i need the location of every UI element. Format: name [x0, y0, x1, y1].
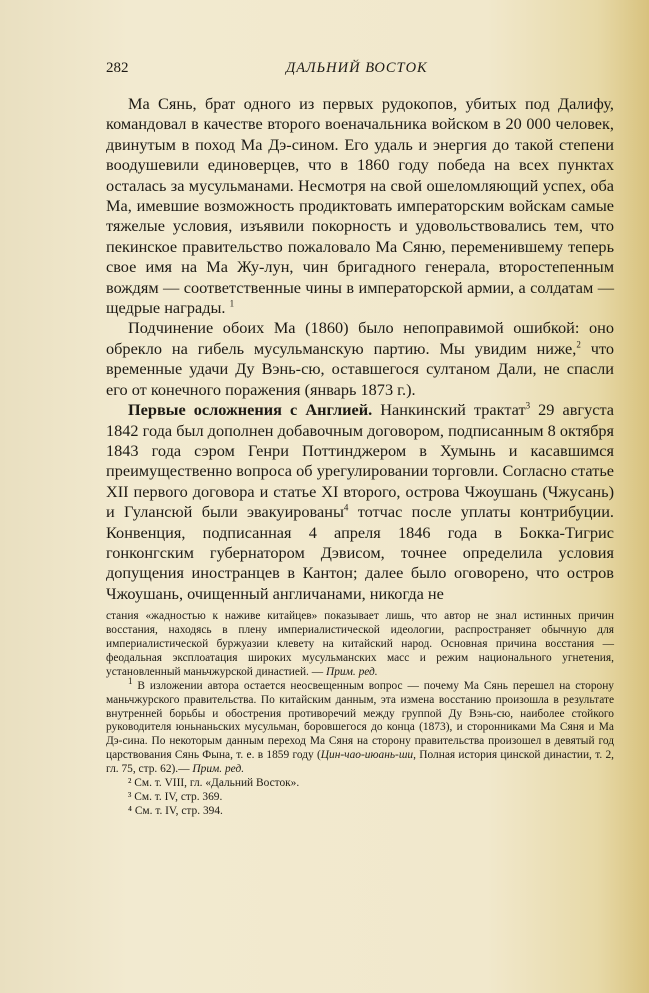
page-header	[106, 60, 614, 88]
footnote-3: ³ См. т. IV, стр. 369.	[128, 790, 223, 803]
paragraph-3: Первые осложнения с Англией. Нанкинский трактат$^3$ 29 августа 1842 года был дополнен добавочным договором, подписанным 8 октября 1843 года сэром Генри Поттинджером в Хумынь и касавшимся преимущественно вопроса об урегулировании торговли. Согласно статье XII первого договора и статье XI второго, острова Чжоушань (Чжусань) и Гулансюй были эвакуированы$^4$ тотчас после уплаты контрибуции. Конвенция, подписанная 4 апреля 1846 года в Бокка-Тигрис гонконгским губернатором Дэвисом, точнее определила условия допущения иностранцев в Кантон; далее было оговорено, что остров Чжоушань, очищенный англичанами, никогда не	[106, 400, 614, 603]
section-heading: Первые осложнения с Англией.	[128, 400, 373, 420]
footnotes	[106, 610, 614, 819]
paragraph-1: Ма Сянь, брат одного из первых рудокопов, убитых под Далифу, командовал в качестве второго военачальника войском в 20 000 человек, двинутым в поход Ма Дэ-сином. Его удаль и энергия до такой степени воодушевили единоверцев, что в 1860 году победа на всех пунктах осталась за мусульманами. Несмотря на свой ошеломляющий успех, оба Ма, имевшие возможность продиктовать императорским войскам самые тяжелые условия, изъявили покорность и удовольствовались тем, что пекинское правительство пожаловало Ма Сяню, переменившему теперь свое имя на Ма Жу-лун, чин бригадного генерала, второстепенным вождям — соответственные чины в императорской армии, а солдатам — щедрые награды. $^1$	[106, 94, 614, 318]
footnote-1: $^1$ В изложении автора остается неосвещенным вопрос — почему Ма Сянь перешел на сторону маньчжурского правительства. По китайским данным, эта измена восстанию произошла в результате внутренней борьбы и обострения противоречий между группой Ду Вэнь-сю, наиболее стойкого руководителя юньнаньских мусульман, боровшегося до конца (1873), и сторонниками Ма Сяня и Ма Дэ-сина. По некоторым данным переход Ма Сяня на сторону правительства произошел в девятый год царствования Сянь Фына, т. е. в 1859 году (Цин-чао-июань-ши, Полная история цинской династии, т. 2, гл. 75, стр. 62).— Прим. ред.	[106, 675, 614, 776]
footnote-ref-4: 4	[343, 502, 349, 513]
book-page	[106, 60, 614, 819]
page-number: 282	[106, 60, 129, 76]
footnote-ref-2: 2	[576, 339, 581, 350]
footnote-4: ⁴ См. т. IV, стр. 394.	[128, 804, 223, 817]
main-text	[106, 94, 614, 604]
paragraph-2: Подчинение обоих Ма (1860) было непоправимой ошибкой: оно обрекло на гибель мусульманскую партию. Мы увидим ниже,$^2$ что временные удачи Ду Вэнь-сю, оставшегося султаном Дали, не спасли его от конечного поражения (январь 1873 г.).	[106, 318, 614, 399]
running-title: ДАЛЬНИЙ ВОСТОК	[286, 60, 428, 76]
footnote-ref-1: 1	[229, 298, 235, 309]
footnote-2: ² См. т. VIII, гл. «Дальний Восток».	[128, 777, 300, 790]
footnote-continuation: стания «жадностью к наживе китайцев» показывает лишь, что автор не знал истинных причин восстания, находясь в плену империалистической идеологии, распространяет обычную для империалистической буржуазии клевету на китайский народ. Основная причина восстания — феодальная эксплоатация широких мусульманских масс и режим национального угнетения, установленный маньчжурской династией. — Прим. ред.	[106, 610, 614, 678]
footnote-ref-3: 3	[525, 400, 531, 411]
